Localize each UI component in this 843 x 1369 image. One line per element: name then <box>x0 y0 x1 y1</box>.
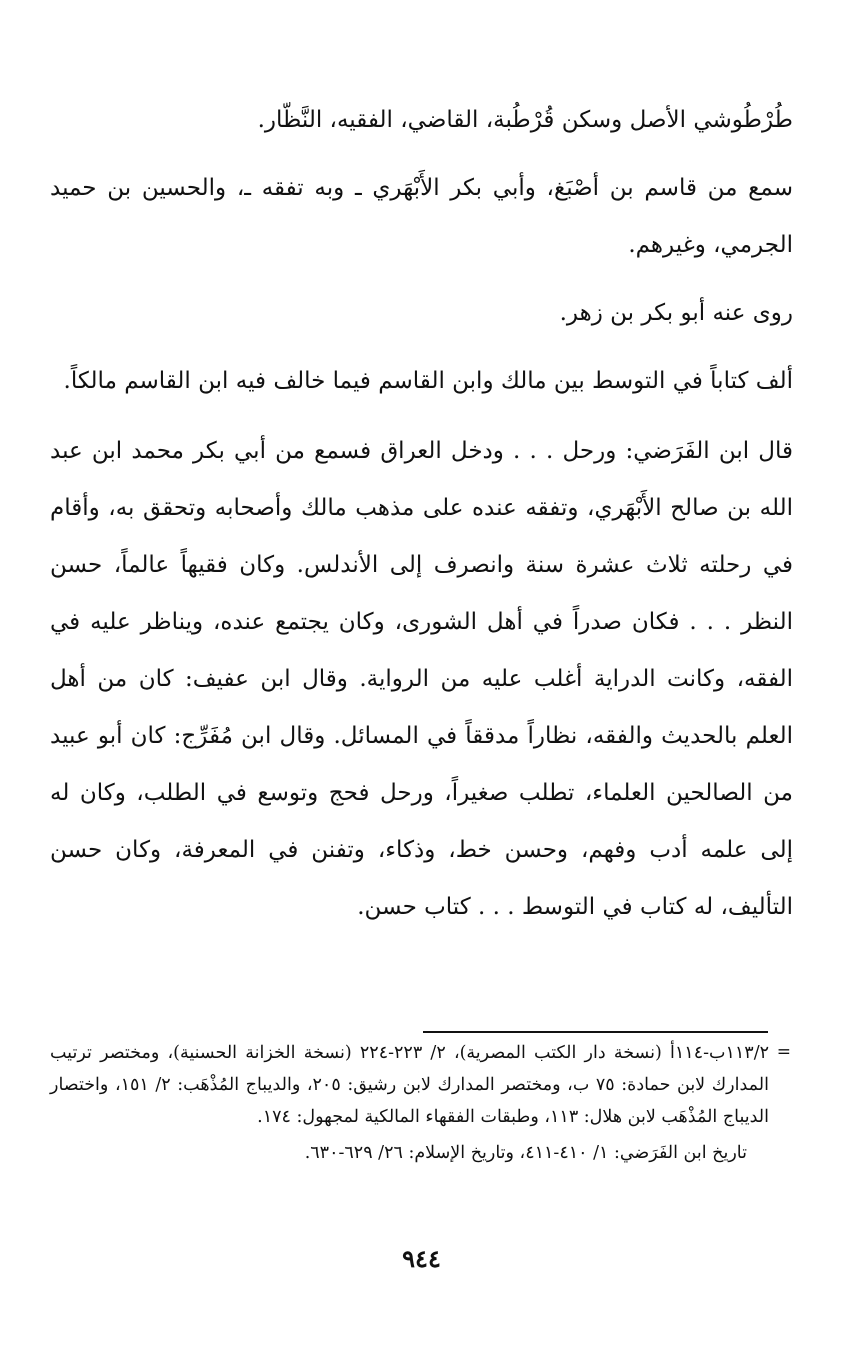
page-number: ٩٤٤ <box>402 1244 441 1273</box>
paragraph-works: ألف كتاباً في التوسط بين مالك وابن القاسم فيما خالف فيه ابن القاسم مالكاً. <box>63 368 793 394</box>
paragraph-students: روى عنه أبو بكر بن زهر. <box>559 300 793 326</box>
footnotes <box>50 1037 769 1169</box>
footnote-history: تاريخ ابن الفَرَضي: ١/ ٤١٠-٤١١، وتاريخ الإسلام: ٢٦/ ٦٢٩-٦٣٠. <box>304 1143 747 1163</box>
footnote-separator <box>423 1031 768 1033</box>
paragraph-quotations: قال ابن الفَرَضي: ورحل . . . ودخل العراق فسمع من أبي بكر محمد ابن عبد الله بن صالح الأَبْهَري، وتفقه عنده على مذهب مالك وأصحابه وتحقق به، وأقام في رحلته ثلاث عشرة سنة وانصرف إلى الأندلس. وكان فقيهاً عالماً، حسن النظر . . . فكان صدراً في أهل الشورى، وكان يجتمع عنده، ويناظر عليه في الفقه، وكانت الدراية أغلب عليه من الرواية. وقال ابن عفيف: كان من أهل العلم بالحديث والفقه، نظاراً مدققاً في المسائل. وقال ابن مُفَرِّج: كان أبو عبيد من الصالحين العلماء، تطلب صغيراً، ورحل فحج وتوسع في الطلب، وكان له إلى علمه أدب وفهم، وحسن خط، وذكاء، وتفنن في المعرفة، وكان حسن التأليف، له كتاب في التوسط . . . كتاب حسن. <box>50 438 793 920</box>
footnote-continuation-marker: = <box>776 1042 791 1062</box>
footnote-sources: ١١٣/٢ب-١١٤أ (نسخة دار الكتب المصرية)، ٢/ ٢٢٣-٢٢٤ (نسخة الخزانة الحسنية)، ومختصر ترتيب المدارك لابن حمادة: ٧٥ ب، ومختصر المدارك لابن رشيق: ٢٠٥، والديباج المُذْهَب: ٢/ ١٥١، واختصار الديباج المُذْهَب لابن هلال: ١١٣، وطبقات الفقهاء المالكية لمجهول: ١٧٤. <box>50 1043 769 1127</box>
paragraph-teachers: سمع من قاسم بن أصْبَغ، وأبي بكر الأَبْهَري ـ وبه تفقه ـ، والحسين بن حميد الجرمي، وغيرهم. <box>50 175 793 258</box>
main-text <box>50 92 793 936</box>
paragraph-origin: طُرْطُوشي الأصل وسكن قُرْطُبة، القاضي، الفقيه، النَّظّار. <box>257 107 793 133</box>
